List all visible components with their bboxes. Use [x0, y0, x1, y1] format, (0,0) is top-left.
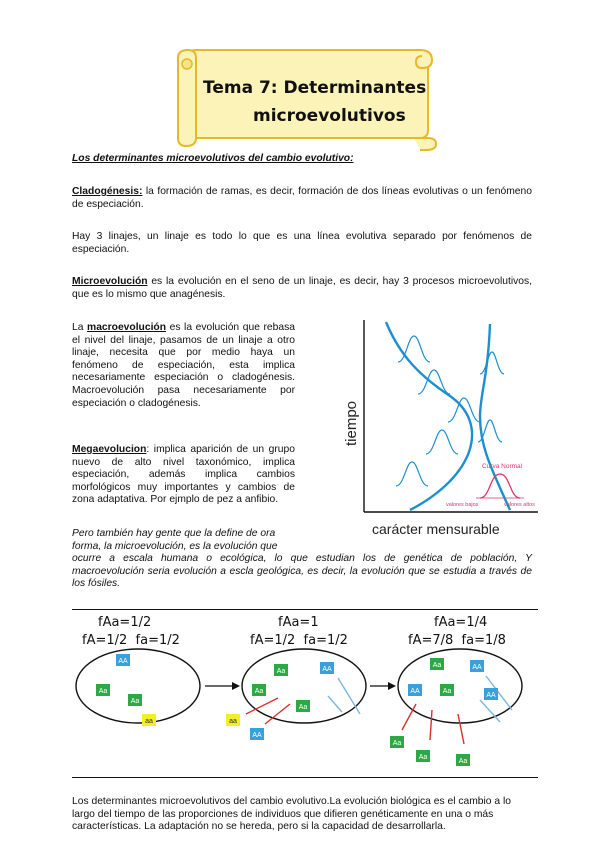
diagram-bottom-rule: [72, 777, 538, 778]
legend-low: valores bajos: [446, 502, 479, 508]
megaevolucion-term: Megaevolucion: [72, 444, 147, 455]
genotype-tokens: [96, 654, 498, 766]
genotype-token-aa: [296, 700, 310, 712]
transition-arrow-2: [370, 682, 396, 690]
pop1-freq-heterozygote: fAa=1/2: [98, 615, 152, 630]
megaevolucion-paragraph: [72, 444, 295, 507]
svg-text:Aa: Aa: [418, 754, 428, 761]
svg-text:AA: AA: [472, 664, 482, 671]
svg-text:Aa: Aa: [130, 698, 140, 705]
macroevolucion-paragraph: [72, 322, 295, 410]
svg-text:Aa: Aa: [98, 688, 108, 695]
macroevolucion-text: es la evolución que rebasa el nivel del linaje, pasamos de un linaje a otro linaje, necesita que por medio haya un fenómeno de especiación, esta implica necesariamente especiación o cladogénesis. Macroevolución pasa necesariamente por especiación o cladogénesis.: [72, 322, 295, 409]
svg-text:aa: aa: [145, 718, 153, 725]
genotype-token-aa: [96, 684, 110, 696]
genotype-token-aa: [484, 688, 498, 700]
pop1-freq-alleles: fA=1/2 fa=1/2: [82, 633, 180, 648]
genotype-token-aa: [274, 664, 288, 676]
genotype-token-aa: [408, 684, 422, 696]
genotype-token-aa: [390, 736, 404, 748]
pop3-freq-alleles: fA=7/8 fa=1/8: [408, 633, 506, 648]
genotype-token-aa: [320, 662, 334, 674]
bell-curve-5: [426, 430, 458, 454]
selection-arrow-blue: [328, 696, 342, 712]
pop2-freq-alleles: fA=1/2 fa=1/2: [250, 633, 348, 648]
genotype-token-aa: [456, 754, 470, 766]
svg-text:AA: AA: [118, 658, 128, 665]
cladogenesis-paragraph: [72, 186, 532, 211]
population-diagram: [60, 610, 550, 770]
transition-arrow-1: [205, 682, 240, 690]
italic-paragraph-part-1: Pero también hay gente que la define de ora forma, la microevolución, es la evolución que: [72, 528, 278, 552]
svg-text:Aa: Aa: [254, 688, 264, 695]
svg-text:AA: AA: [486, 692, 496, 699]
microevolucion-term: Microevolución: [72, 276, 148, 287]
genotype-token-aa: [116, 654, 130, 666]
svg-text:AA: AA: [410, 688, 420, 695]
section-heading: Los determinantes microevolutivos del cambio evolutivo:: [72, 153, 354, 164]
megaevolucion-text: : implica aparición de un grupo nuevo de alto nivel taxonómico, implica especiación, además implica cambios morfológicos muy importantes y cambios de zona adaptativa. Por ejmplo de pez a anfibio.: [72, 444, 295, 506]
macroevolucion-prefix: La: [72, 322, 88, 333]
footer-paragraph: Los determinantes microevolutivos del cambio evolutivo.La evolución biológica es el cambio a lo largo del tiempo de las proporciones de individuos que difieren genéticamente en una o más características. La adaptación no se hereda, pero si la capacidad de desarrollarla.: [72, 796, 512, 833]
svg-text:Aa: Aa: [458, 758, 468, 765]
microevolucion-paragraph: [72, 276, 532, 301]
genotype-token-aa: [250, 728, 264, 740]
population-1-ellipse: [76, 649, 200, 723]
selection-arrow-red: [458, 714, 464, 744]
legend-high: valores altos: [504, 502, 535, 508]
svg-text:Aa: Aa: [392, 740, 402, 747]
genotype-token-aa: [440, 684, 454, 696]
genotype-token-aa: [416, 750, 430, 762]
y-axis-label: tiempo: [343, 400, 360, 446]
x-axis-label: carácter mensurable: [372, 521, 500, 537]
macroevolucion-term: macroevolución: [87, 322, 167, 333]
evolution-figure: [340, 316, 540, 542]
italic-paragraph-part-2: ocurre a escala humana o ecológica, lo que estudian los de genética de población, Y macroevolución seria evolución a escla geológica, es decir, la evolución que se estudia a través de los fósiles.: [72, 553, 532, 590]
genotype-token-aa: [470, 660, 484, 672]
genotype-token-aa: [252, 684, 266, 696]
lineage-curve-right: [480, 324, 510, 510]
pop3-freq-heterozygote: fAa=1/4: [434, 615, 488, 630]
bell-curve-7: [396, 462, 428, 486]
svg-text:Aa: Aa: [432, 662, 442, 669]
bell-curve-1: [398, 336, 430, 362]
svg-text:aa: aa: [229, 718, 237, 725]
cladogenesis-text: la formación de ramas, es decir, formación de dos líneas evolutivas o un fenómeno de especiación.: [72, 186, 532, 210]
svg-text:Aa: Aa: [276, 668, 286, 675]
svg-text:Aa: Aa: [298, 704, 308, 711]
genotype-token-aa: [226, 714, 240, 726]
svg-text:AA: AA: [252, 732, 262, 739]
legend-title: Curva Normal: [482, 463, 523, 470]
selection-arrow-red: [430, 710, 432, 740]
linajes-paragraph: Hay 3 linajes, un linaje es todo lo que es una línea evolutiva separado por fenómenos de especiación.: [72, 231, 532, 255]
lineage-curve-left: [386, 322, 472, 510]
svg-text:Aa: Aa: [442, 688, 452, 695]
pop2-freq-heterozygote: fAa=1: [278, 615, 319, 630]
bell-curve-3: [480, 352, 504, 374]
selection-arrow-blue: [338, 678, 360, 714]
cladogenesis-term: Cladogénesis:: [72, 186, 143, 197]
genotype-token-aa: [430, 658, 444, 670]
genotype-token-aa: [142, 714, 156, 726]
page-title-line-1: Tema 7: Determinantes: [203, 78, 427, 98]
svg-text:AA: AA: [322, 666, 332, 673]
microevolucion-text: es la evolución en el seno de un linaje, es decir, hay 3 procesos microevolutivos, que es lo mismo que anagénesis.: [72, 276, 532, 300]
page-title-line-2: microevolutivos: [253, 106, 406, 126]
genotype-token-aa: [128, 694, 142, 706]
